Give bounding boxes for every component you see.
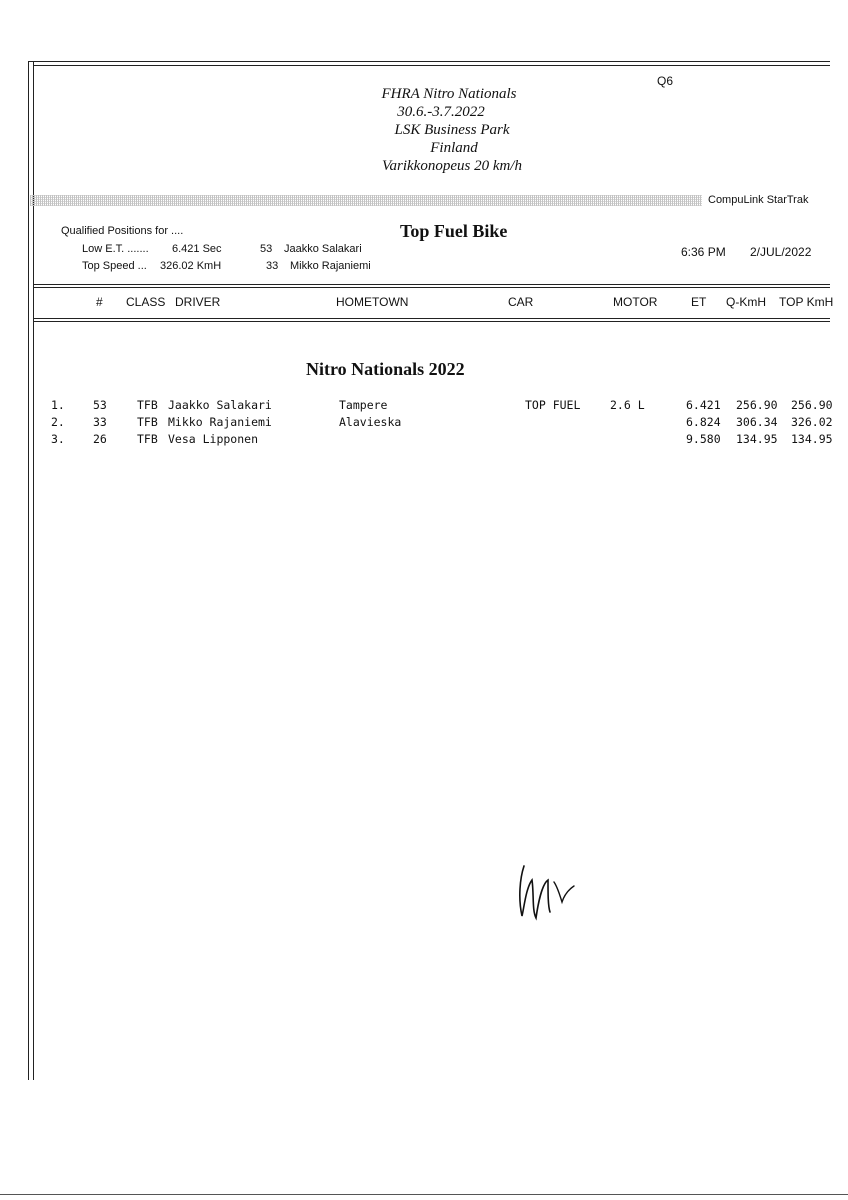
column-header-hometown: HOMETOWN [336,295,409,309]
row-top-kmh: 256.90 [791,398,833,412]
frame-left-outer [28,62,29,1080]
frame-top-outer [28,61,830,62]
row-car: TOP FUEL [525,398,581,412]
report-time: 6:36 PM [681,245,726,259]
timing-system-brand: CompuLink StarTrak [708,194,809,206]
row-position: 3. [51,432,65,446]
report-date: 2/JUL/2022 [750,245,812,259]
row-hometown: Tampere [339,398,388,412]
row-q-kmh: 134.95 [736,432,778,446]
table-row [0,432,848,448]
low-et-car-number: 53 [260,243,273,255]
row-hometown: Alavieska [339,415,402,429]
column-header-motor: MOTOR [613,295,658,309]
row-car-number: 53 [93,398,107,412]
row-driver: Jaakko Salakari [168,398,272,412]
table-row [0,415,848,431]
row-et: 6.421 [686,398,721,412]
page-bottom-rule [0,1194,848,1195]
header-country: Finland [430,140,478,156]
top-speed-driver: Mikko Rajaniemi [290,260,371,272]
row-q-kmh: 306.34 [736,415,778,429]
row-et: 6.824 [686,415,721,429]
low-et-driver: Jaakko Salakari [284,243,362,255]
row-driver: Mikko Rajaniemi [168,415,272,429]
column-header-class: CLASS [126,295,166,309]
header-rule-bottom-2 [33,321,830,322]
top-speed-value: 326.02 KmH [160,260,222,272]
section-title: Nitro Nationals 2022 [306,359,465,379]
header-pit-speed: Varikkonopeus 20 km/h [382,158,522,174]
row-et: 9.580 [686,432,721,446]
row-top-kmh: 326.02 [791,415,833,429]
row-driver: Vesa Lipponen [168,432,259,446]
row-position: 2. [51,415,65,429]
row-q-kmh: 256.90 [736,398,778,412]
column-header-car: CAR [508,295,534,309]
qualified-positions-title: Qualified Positions for .... [61,225,184,237]
column-header-et: ET [691,295,707,309]
frame-left-inner [33,62,34,1080]
frame-top-inner [33,65,830,66]
top-speed-car-number: 33 [266,260,279,272]
header-shade-band [30,195,702,206]
row-car-number: 26 [93,432,107,446]
row-class: TFB [137,432,158,446]
low-et-label: Low E.T. ....... [82,243,149,255]
class-title: Top Fuel Bike [400,221,508,241]
row-car-number: 33 [93,415,107,429]
header-event-dates: 30.6.-3.7.2022 [397,104,485,120]
header-rule-top-2 [33,287,830,288]
column-header-driver: DRIVER [175,295,221,309]
header-venue: LSK Business Park [394,122,510,138]
table-row [0,398,848,414]
row-position: 1. [51,398,65,412]
column-header-top-kmh: TOP KmH [779,295,834,309]
row-class: TFB [137,415,158,429]
column-header-number: # [96,295,103,309]
column-header-q-kmh: Q-KmH [726,295,766,309]
row-top-kmh: 134.95 [791,432,833,446]
header-rule-top-1 [33,284,830,285]
row-class: TFB [137,398,158,412]
handwritten-signature [514,858,584,928]
low-et-value: 6.421 Sec [172,243,222,255]
header-rule-bottom-1 [33,318,830,319]
row-motor: 2.6 L [610,398,645,412]
header-event-name: FHRA Nitro Nationals [381,86,517,102]
top-speed-label: Top Speed ... [82,260,147,272]
qualifying-code: Q6 [657,74,674,88]
